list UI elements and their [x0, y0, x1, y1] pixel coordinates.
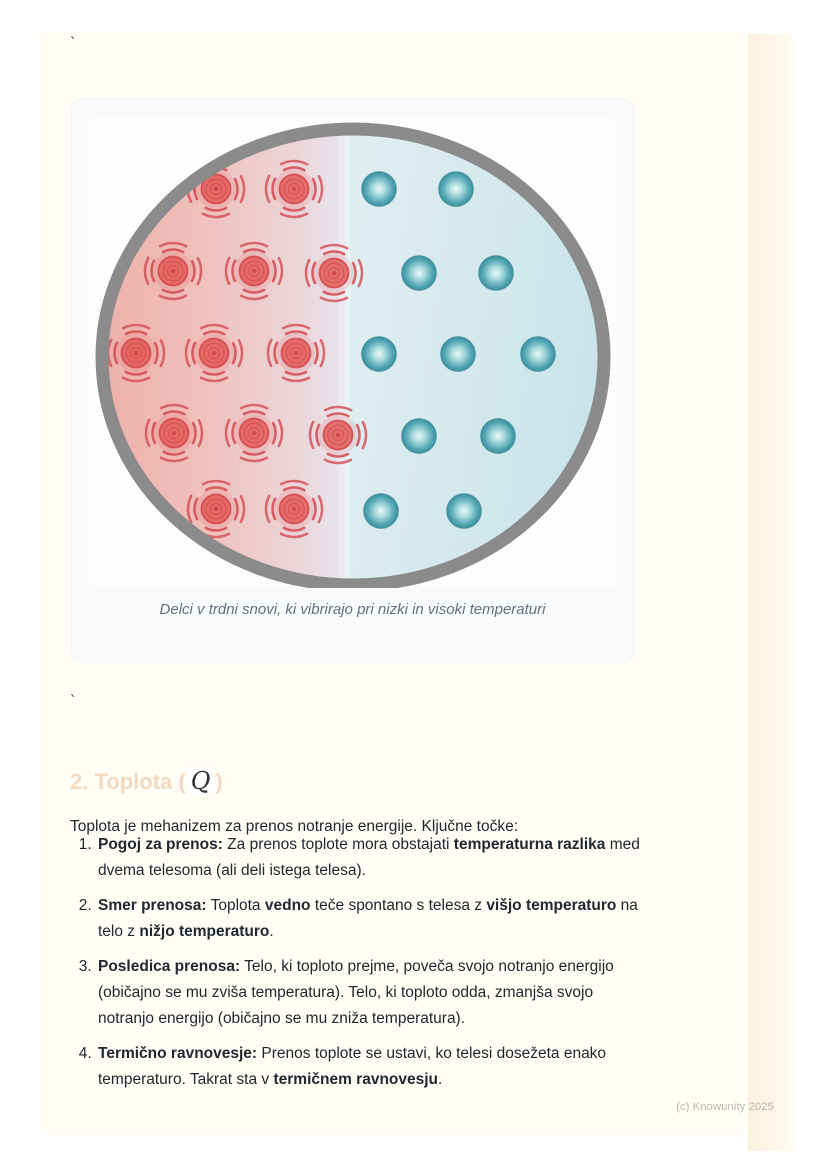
key-points-list [70, 832, 646, 1093]
copyright-watermark: (c) Knowunity 2025 [676, 1101, 774, 1113]
list-item: 1. Pogoj za prenos: Za prenos toplote mora obstajati temperaturna razlika med dvema telesoma (ali deli istega telesa). [96, 832, 646, 884]
intro-paragraph: Toplota je mehanizem za prenos notranje energije. Ključne točke: [70, 817, 519, 835]
stray-backtick-mid: ` [69, 694, 78, 710]
list-item: 3. Posledica prenosa: Telo, ki toploto prejme, poveča svojo notranjo energijo (običajno se mu zviša temperatura). Telo, ki toploto odda, zmanjša svojo notranjo energijo (običajno se mu zniža temperatura). [96, 954, 646, 1032]
list-item: 2. Smer prenosa: Toplota vedno teče spontano s telesa z višjo temperaturo na telo z nižjo temperaturo. [96, 893, 646, 945]
particles-illustration [89, 118, 617, 588]
list-item: 4. Termično ravnovesje: Prenos toplote se ustavi, ko telesi dosežeta enako temperaturo. Takrat sta v termičnem ravnovesju. [96, 1041, 646, 1093]
page-edge-stripe [748, 34, 795, 1151]
heading-prefix: 2. Toplota ( [70, 769, 186, 795]
key-points [70, 832, 646, 1102]
figure-card [71, 98, 634, 663]
heading-math-symbol: Q [187, 766, 215, 796]
figure-caption: Delci v trdni snovi, ki vibrirajo pri nizki in visoki temperaturi [159, 601, 546, 618]
figure-image [89, 118, 617, 588]
stray-backtick-top: ` [69, 36, 78, 52]
section-heading [70, 766, 223, 797]
heading-suffix: ) [215, 769, 223, 795]
